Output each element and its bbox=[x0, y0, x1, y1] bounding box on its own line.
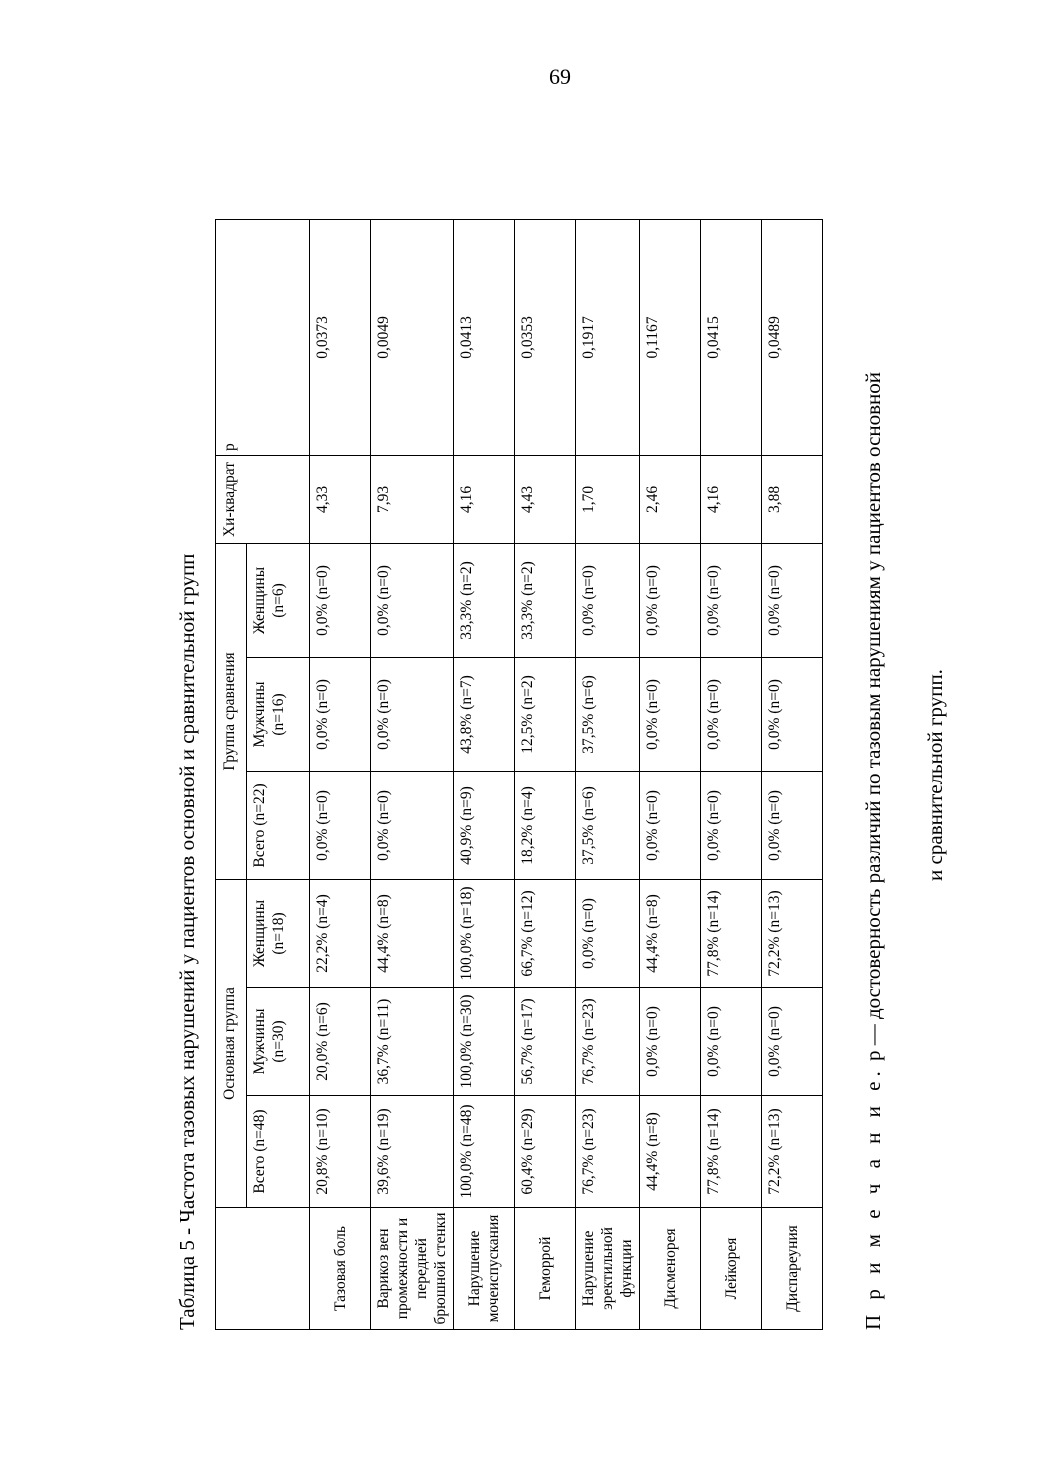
p-value-cell: 0,1917 bbox=[576, 219, 640, 455]
table-row bbox=[310, 219, 371, 1329]
compare-women-cell: 33,3% (n=2) bbox=[515, 543, 576, 657]
main-women-cell: 22,2% (n=4) bbox=[310, 879, 371, 987]
main-total-cell: 72,2% (n=13) bbox=[762, 1096, 823, 1208]
main-women-cell: 72,2% (n=13) bbox=[762, 879, 823, 987]
group-compare-header: Группа сравнения bbox=[216, 543, 247, 879]
table-row bbox=[371, 219, 454, 1329]
p-value-cell: 0,0353 bbox=[515, 219, 576, 455]
compare-men-cell: 0,0% (n=0) bbox=[701, 657, 762, 771]
row-name: Геморрой bbox=[515, 1208, 576, 1330]
main-women-cell: 100,0% (n=18) bbox=[454, 879, 515, 987]
compare-total-cell: 0,0% (n=0) bbox=[310, 771, 371, 879]
row-name: Нарушение мочеиспускания bbox=[454, 1208, 515, 1330]
compare-men-cell: 0,0% (n=0) bbox=[310, 657, 371, 771]
main-women-cell: 66,7% (n=12) bbox=[515, 879, 576, 987]
table-row bbox=[515, 219, 576, 1329]
main-men-cell: 0,0% (n=0) bbox=[640, 988, 701, 1096]
group-main-header: Основная группа bbox=[216, 879, 247, 1207]
compare-women-header: Женщины (n=6) bbox=[247, 543, 310, 657]
main-men-cell: 0,0% (n=0) bbox=[762, 988, 823, 1096]
chi-square-cell: 4,33 bbox=[310, 455, 371, 543]
compare-total-cell: 0,0% (n=0) bbox=[762, 771, 823, 879]
compare-total-header: Всего (n=22) bbox=[247, 771, 310, 879]
row-name: Нарушение эректильной функции bbox=[576, 1208, 640, 1330]
main-total-cell: 77,8% (n=14) bbox=[701, 1096, 762, 1208]
main-total-header: Всего (n=48) bbox=[247, 1096, 310, 1208]
main-men-cell: 36,7% (n=11) bbox=[371, 988, 454, 1096]
compare-total-cell: 0,0% (n=0) bbox=[701, 771, 762, 879]
main-men-cell: 0,0% (n=0) bbox=[701, 988, 762, 1096]
compare-total-cell: 0,0% (n=0) bbox=[640, 771, 701, 879]
main-men-cell: 76,7% (n=23) bbox=[576, 988, 640, 1096]
chi-square-header: Хи-квадрат bbox=[216, 455, 310, 543]
main-men-header: Мужчины (n=30) bbox=[247, 988, 310, 1096]
table-note bbox=[860, 220, 886, 1330]
main-women-cell: 44,4% (n=8) bbox=[371, 879, 454, 987]
row-name: Диспареуния bbox=[762, 1208, 823, 1330]
compare-men-cell: 0,0% (n=0) bbox=[371, 657, 454, 771]
note-label: П р и м е ч а н и е. bbox=[861, 1066, 885, 1330]
main-total-cell: 76,7% (n=23) bbox=[576, 1096, 640, 1208]
row-name: Варикоз вен промежности и передней брюшной стенки bbox=[371, 1208, 454, 1330]
compare-men-cell: 0,0% (n=0) bbox=[762, 657, 823, 771]
main-total-cell: 60,4% (n=29) bbox=[515, 1096, 576, 1208]
compare-women-cell: 0,0% (n=0) bbox=[310, 543, 371, 657]
table-note-continuation: и сравнительной групп. bbox=[923, 669, 947, 881]
compare-women-cell: 33,3% (n=2) bbox=[454, 543, 515, 657]
table-caption: Таблица 5 - Частота тазовых нарушений у пациентов основной и сравнительной групп bbox=[175, 553, 199, 1330]
frequency-table bbox=[215, 219, 823, 1330]
table-row bbox=[701, 219, 762, 1329]
row-label-header bbox=[216, 1208, 310, 1330]
main-total-cell: 44,4% (n=8) bbox=[640, 1096, 701, 1208]
p-value-cell: 0,1167 bbox=[640, 219, 701, 455]
p-value-cell: 0,0049 bbox=[371, 219, 454, 455]
p-value-cell: 0,0373 bbox=[310, 219, 371, 455]
compare-total-cell: 18,2% (n=4) bbox=[515, 771, 576, 879]
page-number: 69 bbox=[549, 64, 571, 89]
p-value-header: р bbox=[216, 219, 310, 455]
main-total-cell: 20,8% (n=10) bbox=[310, 1096, 371, 1208]
rotated-content bbox=[170, 205, 960, 1330]
table-row bbox=[762, 219, 823, 1329]
main-women-cell: 44,4% (n=8) bbox=[640, 879, 701, 987]
compare-men-cell: 12,5% (n=2) bbox=[515, 657, 576, 771]
table-row bbox=[576, 219, 640, 1329]
compare-men-cell: 43,8% (n=7) bbox=[454, 657, 515, 771]
compare-total-cell: 40,9% (n=9) bbox=[454, 771, 515, 879]
chi-square-cell: 4,16 bbox=[454, 455, 515, 543]
row-name: Дисменорея bbox=[640, 1208, 701, 1330]
compare-women-cell: 0,0% (n=0) bbox=[701, 543, 762, 657]
compare-men-cell: 37,5% (n=6) bbox=[576, 657, 640, 771]
chi-square-cell: 1,70 bbox=[576, 455, 640, 543]
chi-square-cell: 4,43 bbox=[515, 455, 576, 543]
compare-women-cell: 0,0% (n=0) bbox=[640, 543, 701, 657]
row-name: Тазовая боль bbox=[310, 1208, 371, 1330]
table-row bbox=[640, 219, 701, 1329]
compare-women-cell: 0,0% (n=0) bbox=[576, 543, 640, 657]
main-total-cell: 39,6% (n=19) bbox=[371, 1096, 454, 1208]
main-women-cell: 0,0% (n=0) bbox=[576, 879, 640, 987]
main-men-cell: 56,7% (n=17) bbox=[515, 988, 576, 1096]
chi-square-cell: 4,16 bbox=[701, 455, 762, 543]
compare-total-cell: 37,5% (n=6) bbox=[576, 771, 640, 879]
main-total-cell: 100,0% (n=48) bbox=[454, 1096, 515, 1208]
p-value-cell: 0,0415 bbox=[701, 219, 762, 455]
chi-square-cell: 2,46 bbox=[640, 455, 701, 543]
row-name: Лейкорея bbox=[701, 1208, 762, 1330]
p-value-cell: 0,0413 bbox=[454, 219, 515, 455]
table-row bbox=[454, 219, 515, 1329]
main-men-cell: 20,0% (n=6) bbox=[310, 988, 371, 1096]
main-women-header: Женщины (n=18) bbox=[247, 879, 310, 987]
compare-men-header: Мужчины (n=16) bbox=[247, 657, 310, 771]
main-women-cell: 77,8% (n=14) bbox=[701, 879, 762, 987]
note-text: р — достоверность различий по тазовым нарушениям у пациентов основной bbox=[861, 371, 885, 1067]
main-men-cell: 100,0% (n=30) bbox=[454, 988, 515, 1096]
chi-square-cell: 7,93 bbox=[371, 455, 454, 543]
compare-women-cell: 0,0% (n=0) bbox=[371, 543, 454, 657]
compare-men-cell: 0,0% (n=0) bbox=[640, 657, 701, 771]
p-value-cell: 0,0489 bbox=[762, 219, 823, 455]
compare-total-cell: 0,0% (n=0) bbox=[371, 771, 454, 879]
compare-women-cell: 0,0% (n=0) bbox=[762, 543, 823, 657]
chi-square-cell: 3,88 bbox=[762, 455, 823, 543]
